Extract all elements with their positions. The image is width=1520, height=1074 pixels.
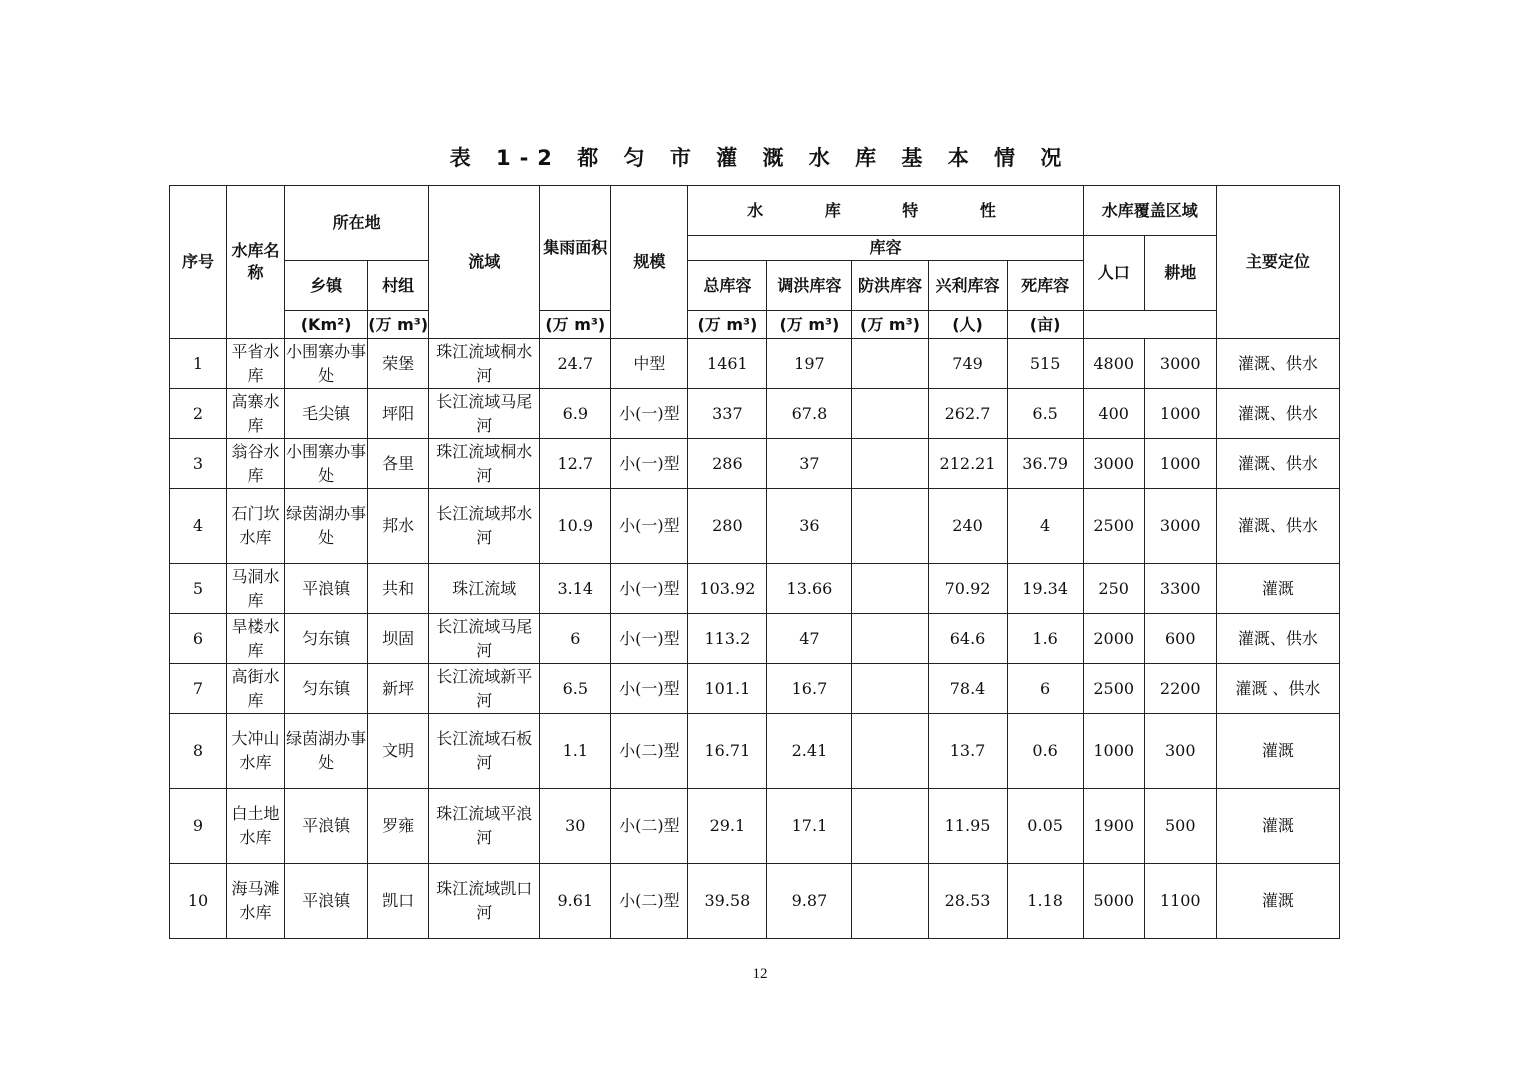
cell-total: 280 bbox=[688, 489, 767, 564]
cell-flood-regulating: 17.1 bbox=[767, 789, 852, 864]
cell-town: 绿茵湖办事处 bbox=[285, 714, 368, 789]
cell-population: 5000 bbox=[1083, 864, 1144, 939]
header-capacity: 库容 bbox=[688, 236, 1083, 261]
cell-farmland: 600 bbox=[1144, 614, 1216, 664]
cell-flood-control bbox=[852, 389, 928, 439]
cell-beneficial: 78.4 bbox=[928, 664, 1007, 714]
cell-catchment: 12.7 bbox=[540, 439, 611, 489]
cell-purpose: 灌溉 bbox=[1216, 564, 1339, 614]
cell-basin: 长江流域石板河 bbox=[429, 714, 540, 789]
cell-village: 新坪 bbox=[368, 664, 429, 714]
cell-beneficial: 212.21 bbox=[928, 439, 1007, 489]
header-dead: 死库容 bbox=[1007, 261, 1083, 311]
cell-flood-regulating: 37 bbox=[767, 439, 852, 489]
cell-name: 石门坎水库 bbox=[227, 489, 285, 564]
cell-village: 坝固 bbox=[368, 614, 429, 664]
cell-population: 400 bbox=[1083, 389, 1144, 439]
cell-farmland: 1100 bbox=[1144, 864, 1216, 939]
cell-scale: 小(一)型 bbox=[611, 564, 688, 614]
cell-village: 各里 bbox=[368, 439, 429, 489]
cell-town: 绿茵湖办事处 bbox=[285, 489, 368, 564]
cell-population: 2500 bbox=[1083, 664, 1144, 714]
cell-purpose: 灌溉 bbox=[1216, 714, 1339, 789]
cell-total: 337 bbox=[688, 389, 767, 439]
cell-town: 毛尖镇 bbox=[285, 389, 368, 439]
cell-name: 翁谷水库 bbox=[227, 439, 285, 489]
cell-farmland: 1000 bbox=[1144, 439, 1216, 489]
header-scale: 规模 bbox=[611, 186, 688, 339]
cell-scale: 小(一)型 bbox=[611, 489, 688, 564]
cell-population: 1900 bbox=[1083, 789, 1144, 864]
cell-total: 286 bbox=[688, 439, 767, 489]
cell-name: 平省水库 bbox=[227, 339, 285, 389]
cell-farmland: 500 bbox=[1144, 789, 1216, 864]
table-row bbox=[170, 564, 1340, 614]
cell-total: 39.58 bbox=[688, 864, 767, 939]
cell-purpose: 灌溉 bbox=[1216, 789, 1339, 864]
table-row bbox=[170, 389, 1340, 439]
cell-total: 1461 bbox=[688, 339, 767, 389]
cell-basin: 珠江流域桐水河 bbox=[429, 339, 540, 389]
header-location: 所在地 bbox=[285, 186, 429, 261]
page-number: 12 bbox=[752, 966, 768, 982]
cell-scale: 小(二)型 bbox=[611, 864, 688, 939]
cell-flood-control bbox=[852, 439, 928, 489]
table-row bbox=[170, 439, 1340, 489]
unit-farmland: (亩) bbox=[1007, 311, 1083, 339]
cell-catchment: 1.1 bbox=[540, 714, 611, 789]
cell-population: 1000 bbox=[1083, 714, 1144, 789]
header-seq: 序号 bbox=[170, 186, 227, 339]
header-population: 人口 bbox=[1083, 236, 1144, 311]
cell-population: 3000 bbox=[1083, 439, 1144, 489]
cell-total: 113.2 bbox=[688, 614, 767, 664]
header-name: 水库名称 bbox=[227, 186, 285, 339]
cell-farmland: 3000 bbox=[1144, 489, 1216, 564]
cell-seq: 2 bbox=[170, 389, 227, 439]
cell-name: 白土地水库 bbox=[227, 789, 285, 864]
cell-village: 荣堡 bbox=[368, 339, 429, 389]
cell-total: 16.71 bbox=[688, 714, 767, 789]
cell-catchment: 30 bbox=[540, 789, 611, 864]
cell-town: 平浪镇 bbox=[285, 789, 368, 864]
cell-name: 高寨水库 bbox=[227, 389, 285, 439]
cell-purpose: 灌溉 bbox=[1216, 864, 1339, 939]
cell-catchment: 9.61 bbox=[540, 864, 611, 939]
cell-beneficial: 28.53 bbox=[928, 864, 1007, 939]
header-catchment: 集雨面积 bbox=[540, 186, 611, 311]
cell-farmland: 3000 bbox=[1144, 339, 1216, 389]
unit-dead: (万 m³) bbox=[852, 311, 928, 339]
cell-purpose: 灌溉、供水 bbox=[1216, 614, 1339, 664]
cell-population: 4800 bbox=[1083, 339, 1144, 389]
unit-beneficial: (万 m³) bbox=[767, 311, 852, 339]
cell-town: 平浪镇 bbox=[285, 864, 368, 939]
cell-purpose: 灌溉、供水 bbox=[1216, 389, 1339, 439]
cell-farmland: 2200 bbox=[1144, 664, 1216, 714]
cell-scale: 小(一)型 bbox=[611, 439, 688, 489]
table-row bbox=[170, 489, 1340, 564]
cell-catchment: 6 bbox=[540, 614, 611, 664]
header-coverage: 水库覆盖区域 bbox=[1083, 186, 1216, 236]
cell-flood-control bbox=[852, 339, 928, 389]
cell-catchment: 10.9 bbox=[540, 489, 611, 564]
cell-dead: 4 bbox=[1007, 489, 1083, 564]
header-village: 村组 bbox=[368, 261, 429, 311]
table-row bbox=[170, 339, 1340, 389]
cell-scale: 小(一)型 bbox=[611, 614, 688, 664]
cell-scale: 小(二)型 bbox=[611, 789, 688, 864]
cell-basin: 珠江流域 bbox=[429, 564, 540, 614]
cell-catchment: 24.7 bbox=[540, 339, 611, 389]
cell-dead: 1.18 bbox=[1007, 864, 1083, 939]
header-features: 水 库 特 性 bbox=[688, 186, 1083, 236]
cell-catchment: 6.5 bbox=[540, 664, 611, 714]
header-basin: 流域 bbox=[429, 186, 540, 339]
cell-beneficial: 11.95 bbox=[928, 789, 1007, 864]
table-row bbox=[170, 864, 1340, 939]
cell-farmland: 300 bbox=[1144, 714, 1216, 789]
cell-name: 马洞水库 bbox=[227, 564, 285, 614]
cell-flood-control bbox=[852, 489, 928, 564]
cell-catchment: 6.9 bbox=[540, 389, 611, 439]
cell-scale: 小(一)型 bbox=[611, 664, 688, 714]
cell-flood-control bbox=[852, 564, 928, 614]
table-header bbox=[170, 186, 1340, 339]
cell-purpose: 灌溉 、供水 bbox=[1216, 664, 1339, 714]
unit-flood-regulating: (万 m³) bbox=[540, 311, 611, 339]
cell-beneficial: 64.6 bbox=[928, 614, 1007, 664]
cell-basin: 珠江流域凯口河 bbox=[429, 864, 540, 939]
cell-town: 平浪镇 bbox=[285, 564, 368, 614]
cell-flood-regulating: 36 bbox=[767, 489, 852, 564]
cell-dead: 19.34 bbox=[1007, 564, 1083, 614]
cell-dead: 6.5 bbox=[1007, 389, 1083, 439]
cell-purpose: 灌溉、供水 bbox=[1216, 339, 1339, 389]
cell-dead: 1.6 bbox=[1007, 614, 1083, 664]
cell-village: 罗雍 bbox=[368, 789, 429, 864]
cell-seq: 5 bbox=[170, 564, 227, 614]
cell-total: 101.1 bbox=[688, 664, 767, 714]
cell-scale: 小(一)型 bbox=[611, 389, 688, 439]
cell-beneficial: 240 bbox=[928, 489, 1007, 564]
cell-catchment: 3.14 bbox=[540, 564, 611, 614]
table-row bbox=[170, 664, 1340, 714]
cell-flood-control bbox=[852, 714, 928, 789]
table-body bbox=[170, 339, 1340, 939]
cell-town: 匀东镇 bbox=[285, 664, 368, 714]
cell-purpose: 灌溉、供水 bbox=[1216, 439, 1339, 489]
unit-catchment: (Km²) bbox=[285, 311, 368, 339]
cell-population: 2500 bbox=[1083, 489, 1144, 564]
cell-flood-control bbox=[852, 789, 928, 864]
table-row bbox=[170, 614, 1340, 664]
cell-town: 小围寨办事处 bbox=[285, 339, 368, 389]
cell-dead: 0.05 bbox=[1007, 789, 1083, 864]
cell-flood-control bbox=[852, 664, 928, 714]
table-row bbox=[170, 714, 1340, 789]
cell-seq: 6 bbox=[170, 614, 227, 664]
cell-seq: 4 bbox=[170, 489, 227, 564]
cell-village: 文明 bbox=[368, 714, 429, 789]
cell-village: 邦水 bbox=[368, 489, 429, 564]
cell-basin: 珠江流域平浪河 bbox=[429, 789, 540, 864]
cell-basin: 长江流域马尾河 bbox=[429, 614, 540, 664]
cell-basin: 长江流域邦水河 bbox=[429, 489, 540, 564]
cell-flood-regulating: 67.8 bbox=[767, 389, 852, 439]
cell-name: 大冲山水库 bbox=[227, 714, 285, 789]
header-flood-control: 防洪库容 bbox=[852, 261, 928, 311]
cell-seq: 10 bbox=[170, 864, 227, 939]
cell-dead: 6 bbox=[1007, 664, 1083, 714]
cell-village: 凯口 bbox=[368, 864, 429, 939]
reservoir-table bbox=[169, 185, 1340, 939]
cell-flood-regulating: 47 bbox=[767, 614, 852, 664]
header-farmland: 耕地 bbox=[1144, 236, 1216, 311]
cell-scale: 小(二)型 bbox=[611, 714, 688, 789]
cell-seq: 7 bbox=[170, 664, 227, 714]
cell-population: 2000 bbox=[1083, 614, 1144, 664]
cell-seq: 8 bbox=[170, 714, 227, 789]
header-town: 乡镇 bbox=[285, 261, 368, 311]
cell-population: 250 bbox=[1083, 564, 1144, 614]
cell-dead: 0.6 bbox=[1007, 714, 1083, 789]
table-row bbox=[170, 789, 1340, 864]
header-flood-regulating: 调洪库容 bbox=[767, 261, 852, 311]
unit-flood-control: (万 m³) bbox=[688, 311, 767, 339]
cell-town: 小围寨办事处 bbox=[285, 439, 368, 489]
cell-beneficial: 70.92 bbox=[928, 564, 1007, 614]
cell-purpose: 灌溉、供水 bbox=[1216, 489, 1339, 564]
cell-name: 海马滩水库 bbox=[227, 864, 285, 939]
cell-village: 共和 bbox=[368, 564, 429, 614]
cell-seq: 1 bbox=[170, 339, 227, 389]
cell-farmland: 3300 bbox=[1144, 564, 1216, 614]
cell-dead: 515 bbox=[1007, 339, 1083, 389]
header-total: 总库容 bbox=[688, 261, 767, 311]
cell-name: 旱楼水库 bbox=[227, 614, 285, 664]
cell-scale: 中型 bbox=[611, 339, 688, 389]
cell-village: 坪阳 bbox=[368, 389, 429, 439]
cell-town: 匀东镇 bbox=[285, 614, 368, 664]
header-beneficial: 兴利库容 bbox=[928, 261, 1007, 311]
table-title: 表 1-2 都 匀 市 灌 溉 水 库 基 本 情 况 bbox=[449, 146, 1071, 170]
cell-total: 103.92 bbox=[688, 564, 767, 614]
cell-flood-control bbox=[852, 614, 928, 664]
unit-total: (万 m³) bbox=[368, 311, 429, 339]
cell-basin: 长江流域新平河 bbox=[429, 664, 540, 714]
cell-flood-regulating: 13.66 bbox=[767, 564, 852, 614]
unit-population: (人) bbox=[928, 311, 1007, 339]
cell-total: 29.1 bbox=[688, 789, 767, 864]
cell-flood-regulating: 16.7 bbox=[767, 664, 852, 714]
cell-flood-regulating: 9.87 bbox=[767, 864, 852, 939]
cell-flood-control bbox=[852, 864, 928, 939]
cell-dead: 36.79 bbox=[1007, 439, 1083, 489]
cell-beneficial: 13.7 bbox=[928, 714, 1007, 789]
cell-seq: 3 bbox=[170, 439, 227, 489]
header-purpose: 主要定位 bbox=[1216, 186, 1339, 339]
cell-seq: 9 bbox=[170, 789, 227, 864]
cell-flood-regulating: 2.41 bbox=[767, 714, 852, 789]
cell-basin: 长江流域马尾河 bbox=[429, 389, 540, 439]
cell-beneficial: 749 bbox=[928, 339, 1007, 389]
cell-farmland: 1000 bbox=[1144, 389, 1216, 439]
cell-basin: 珠江流域桐水河 bbox=[429, 439, 540, 489]
cell-name: 高街水库 bbox=[227, 664, 285, 714]
cell-beneficial: 262.7 bbox=[928, 389, 1007, 439]
cell-flood-regulating: 197 bbox=[767, 339, 852, 389]
